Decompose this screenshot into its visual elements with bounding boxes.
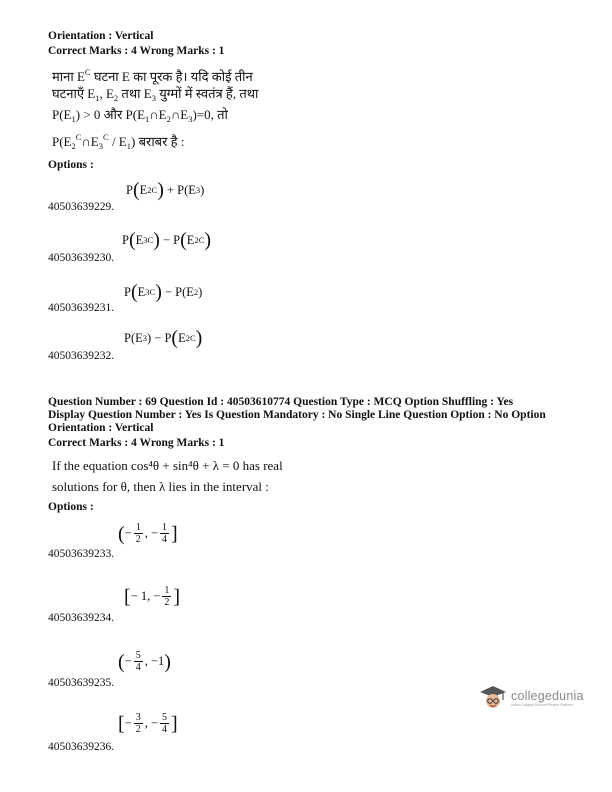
collegedunia-logo: [478, 683, 584, 713]
q68-text-line1: माना $E^C$ घटना E का पूरक है। यदि कोई तीन: [52, 67, 253, 84]
q68-option-4-math: P(E 3 ) − P ( E 2 C ): [124, 327, 203, 349]
q69-orientation: Orientation : Vertical: [48, 422, 154, 434]
q69-option-id-2: 40503639234.: [48, 612, 115, 624]
q68-text-line4: $P(E_2^C\cap E_3^C / E_1)$ बराबर है :: [52, 132, 185, 151]
q68-option-3-math: P ( E 3 C ) − P(E 2 ): [124, 281, 203, 303]
q69-options-label: Options :: [48, 501, 94, 513]
logo-wordmark: collegedunia: [511, 689, 584, 703]
graduate-avatar-icon: [478, 683, 508, 713]
q69-marks: Correct Marks : 4 Wrong Marks : 1: [48, 437, 225, 449]
q69-header-line2: Display Question Number : Yes Is Question Mandatory : No Single Line Question Option : No Option: [48, 409, 546, 421]
q68-options-label: Options :: [48, 159, 94, 171]
q69-header-line1: Question Number : 69 Question Id : 40503610774 Question Type : MCQ Option Shuffling : Yes: [48, 396, 514, 408]
q68-option-2-math: P ( E 3 C ) − P ( E 2 C ): [122, 229, 212, 251]
q68-option-id-3: 40503639231.: [48, 302, 115, 314]
q69-option-id-3: 40503639235.: [48, 677, 115, 689]
q68-marks: Correct Marks : 4 Wrong Marks : 1: [48, 45, 225, 57]
q68-option-id-2: 40503639230.: [48, 252, 115, 264]
q68-option-1-math: P ( E 2 C ) + P(E 3 ): [126, 179, 205, 201]
logo-tagline: India's Largest Student Review Platform: [511, 703, 574, 707]
q69-text-line1: If the equation cos⁴θ + sin⁴θ + λ = 0 has real: [52, 458, 283, 473]
q68-option-id-1: 40503639229.: [48, 201, 115, 213]
q68-text-line3: $P(E_1) > 0$ और $P(E_1\cap E_2\cap E_3)=0$, तो: [52, 107, 228, 124]
q69-text-line2: solutions for θ, then λ lies in the interval :: [52, 479, 269, 494]
q69-option-1-math: ( − $\frac{1}{2}$ , − $\frac{1}{4}$ ]: [118, 522, 178, 545]
q69-option-id-1: 40503639233.: [48, 548, 115, 560]
q68-text-line2: घटनाएँ $E_1$, $E_2$ तथा $E_3$ युग्मों में स्वतंत्र हैं, तथा: [52, 86, 259, 103]
q69-option-3-math: ( − $\frac{5}{4}$ , −1 ): [118, 650, 171, 673]
q69-option-4-math: [ − $\frac{3}{2}$ , − $\frac{5}{4}$ ]: [118, 712, 178, 735]
q69-option-2-math: [ − 1, − $\frac{1}{2}$ ]: [124, 585, 181, 608]
q69-option-id-4: 40503639236.: [48, 741, 115, 753]
q68-option-id-4: 40503639232.: [48, 350, 115, 362]
q68-orientation: Orientation : Vertical: [48, 30, 154, 42]
